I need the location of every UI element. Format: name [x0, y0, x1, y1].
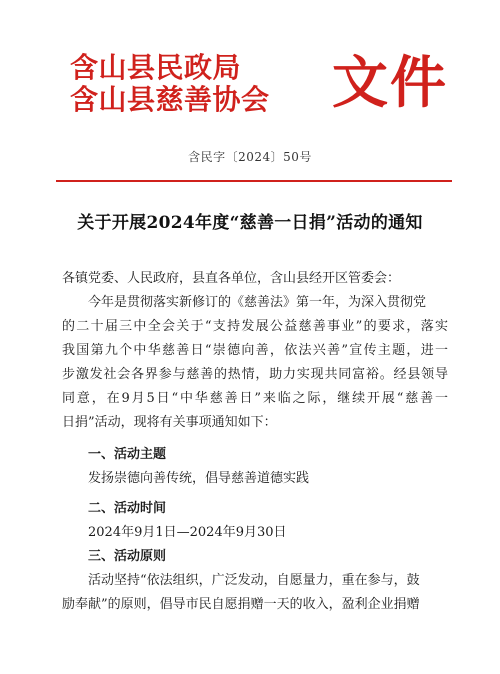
salutation: 各镇党委、人民政府，县直各单位，含山县经开区管委会：	[62, 271, 401, 286]
section-content-theme: 发扬崇德向善传统，倡导慈善道德实践	[88, 471, 310, 486]
section-heading-time: 二、活动时间	[88, 501, 167, 516]
section-content-principle: 励奉献”的原则，倡导市民自愿捐赠一天的收入，盈利企业捐赠	[62, 597, 420, 612]
intro-line: 今年是贯彻落实新修订的《慈善法》第一年，为深入贯彻党	[88, 295, 427, 310]
org-name-civil-affairs: 含山县民政局	[70, 51, 242, 84]
document-header	[70, 52, 450, 116]
section-content-principle: 活动坚持“依法组织，广泛发动，自愿量力，重在参与，鼓	[88, 573, 420, 588]
document-number: 含民字〔2024〕50号	[188, 150, 312, 164]
intro-line: 的二十届三中全会关于“支持发展公益慈善事业”的要求，落实	[62, 319, 448, 334]
intro-line: 同意，在9月5日“中华慈善日”来临之际，继续开展“慈善一	[62, 391, 448, 406]
section-heading-principle: 三、活动原则	[88, 549, 167, 564]
section-heading-theme: 一、活动主题	[88, 447, 167, 462]
red-divider-line	[56, 180, 452, 182]
intro-line: 步激发社会各界参与慈善的热情，助力实现共同富裕。经县领导	[62, 367, 448, 382]
intro-line: 我国第九个中华慈善日“崇德向善，依法兴善”宣传主题，进一	[62, 343, 448, 358]
document-title: 关于开展2024年度“慈善一日捐”活动的通知	[77, 213, 423, 233]
section-content-time: 2024年9月1日—2024年9月30日	[88, 525, 287, 540]
intro-line: 日捐”活动，现将有关事项通知如下：	[62, 415, 277, 430]
issuing-organizations	[70, 52, 330, 116]
document-type-label: 文件	[332, 50, 448, 116]
org-name-charity-association: 含山县慈善协会	[70, 83, 270, 116]
